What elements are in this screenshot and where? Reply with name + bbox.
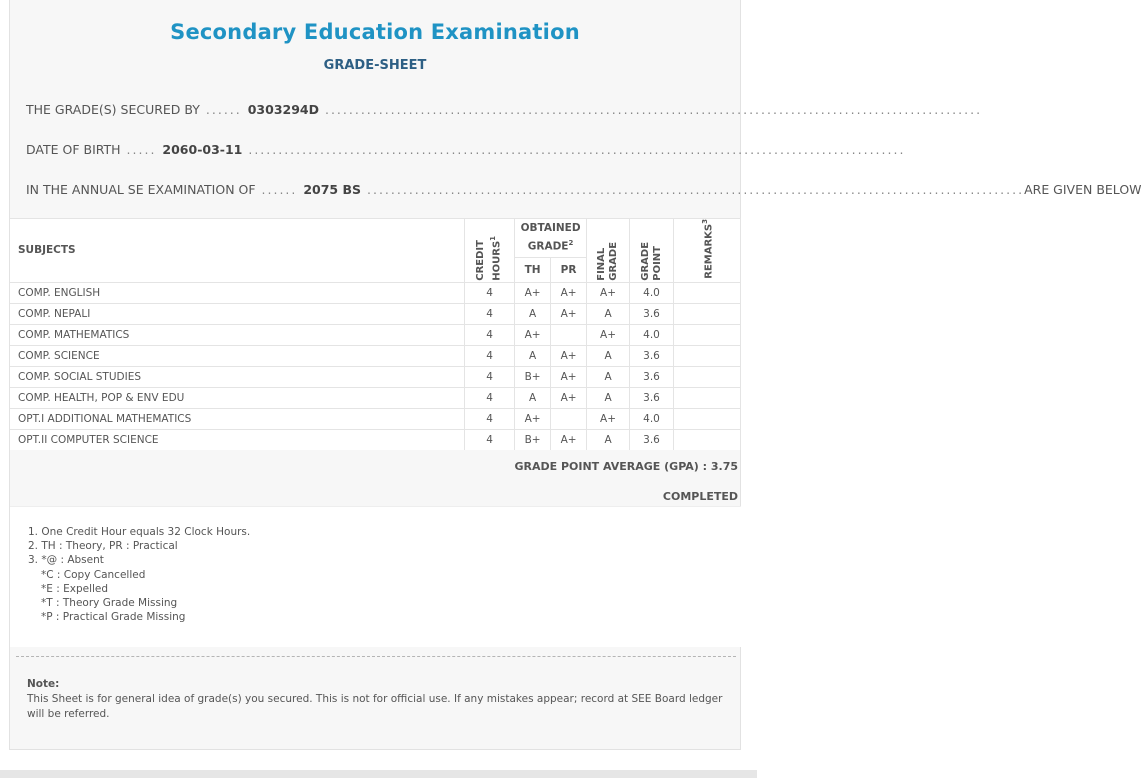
secured-by-label: THE GRADE(S) SECURED BY [26, 102, 200, 117]
obtained-grade-header: OBTAINED GRADE$^2$ [515, 219, 587, 258]
remarks-header: REMARKS$^3$ [673, 219, 740, 283]
dot-leader: .............................................................................................................. [361, 182, 1025, 197]
footnote-subitem: *T : Theory Grade Missing [41, 597, 178, 610]
footnote-subitem: *P : Practical Grade Missing [41, 611, 186, 624]
footnote-subitem: *E : Expelled [41, 582, 109, 595]
dot-leader: ..... [120, 142, 163, 157]
table-row [10, 324, 741, 345]
grade-point-cell: 4.0 [630, 282, 674, 303]
credit-cell: 4 [465, 387, 515, 408]
footnote-subitem: *C : Copy Cancelled [41, 568, 146, 581]
subject-cell: COMP. ENGLISH [10, 282, 465, 303]
final-grade-cell: A [587, 429, 630, 450]
pr-header: PR [551, 258, 587, 282]
remarks-cell [673, 366, 740, 387]
exam-label: IN THE ANNUAL SE EXAMINATION OF [26, 182, 256, 197]
note-text: This Sheet is for general idea of grade(s) you secured. This is not for official use. If any mistakes appear; record at SEE Board ledger will be referred. [27, 693, 723, 720]
page-title: Secondary Education Examination [170, 20, 580, 44]
pr-grade-cell [551, 408, 587, 429]
final-grade-cell: A [587, 303, 630, 324]
table-row [10, 366, 741, 387]
remarks-cell [673, 345, 740, 366]
footnotes-panel [10, 506, 741, 647]
pr-grade-cell: A+ [551, 366, 587, 387]
final-grade-header: FINAL GRADE [587, 219, 630, 283]
note-label: Note: [27, 678, 60, 690]
credit-cell: 4 [465, 366, 515, 387]
remarks-cell [673, 303, 740, 324]
footnote-item: 2. TH : Theory, PR : Practical [28, 540, 178, 553]
grade-point-cell: 3.6 [630, 429, 674, 450]
grade-sheet [9, 0, 1142, 750]
remarks-cell [673, 429, 740, 450]
remarks-cell [673, 324, 740, 345]
secured-by-line [26, 102, 983, 120]
table-row [10, 345, 741, 366]
table-row [10, 408, 741, 429]
credit-cell: 4 [465, 282, 515, 303]
dob-label: DATE OF BIRTH [26, 142, 121, 157]
th-grade-cell: A+ [515, 324, 551, 345]
th-grade-cell: B+ [515, 429, 551, 450]
grade-point-cell: 3.6 [630, 387, 674, 408]
subject-cell: COMP. SOCIAL STUDIES [10, 366, 465, 387]
pr-grade-cell: A+ [551, 282, 587, 303]
table-row [10, 387, 741, 408]
subject-cell: OPT.II COMPUTER SCIENCE [10, 429, 465, 450]
final-grade-cell: A+ [587, 408, 630, 429]
exam-value: 2075 BS [303, 182, 362, 197]
pr-grade-cell: A+ [551, 303, 587, 324]
grade-point-cell: 4.0 [630, 324, 674, 345]
subject-cell: COMP. SCIENCE [10, 345, 465, 366]
footnote-item: 1. One Credit Hour equals 32 Clock Hours. [28, 526, 251, 538]
grades-table [10, 218, 741, 450]
remarks-cell [673, 282, 740, 303]
final-grade-cell: A [587, 387, 630, 408]
credit-cell: 4 [465, 345, 515, 366]
gpa-summary: GRADE POINT AVERAGE (GPA) : 3.75 [514, 460, 738, 473]
table-row [10, 282, 741, 303]
table-row [10, 303, 741, 324]
dob-line [26, 142, 906, 160]
grade-point-cell: 3.6 [630, 366, 674, 387]
footnote-item: 3. *@ : Absent [28, 554, 104, 567]
bottom-scroll-bar [0, 770, 757, 778]
status-completed: COMPLETED [662, 490, 738, 503]
th-grade-cell: A [515, 387, 551, 408]
dot-leader: .............................................................................................................. [319, 102, 983, 117]
subject-cell: OPT.I ADDITIONAL MATHEMATICS [10, 408, 465, 429]
pr-grade-cell [551, 324, 587, 345]
credit-cell: 4 [465, 324, 515, 345]
final-grade-cell: A [587, 345, 630, 366]
th-grade-cell: A [515, 345, 551, 366]
final-grade-cell: A+ [587, 282, 630, 303]
subject-cell: COMP. HEALTH, POP & ENV EDU [10, 387, 465, 408]
remarks-cell [673, 408, 740, 429]
dot-leader: ...... [199, 102, 248, 117]
dot-leader: .............................................................................................................. [242, 142, 906, 157]
final-grade-cell: A+ [587, 324, 630, 345]
subject-cell: COMP. MATHEMATICS [10, 324, 465, 345]
grade-point-cell: 3.6 [630, 303, 674, 324]
th-grade-cell: B+ [515, 366, 551, 387]
th-grade-cell: A+ [515, 282, 551, 303]
grade-point-cell: 4.0 [630, 408, 674, 429]
th-grade-cell: A [515, 303, 551, 324]
credit-cell: 4 [465, 408, 515, 429]
dob-value: 2060-03-11 [162, 142, 243, 157]
dashed-divider [16, 656, 736, 657]
exam-suffix: ARE GIVEN BELOW [1024, 182, 1142, 197]
grade-point-cell: 3.6 [630, 345, 674, 366]
exam-line [26, 182, 1142, 200]
pr-grade-cell: A+ [551, 429, 587, 450]
credit-cell: 4 [465, 303, 515, 324]
pr-grade-cell: A+ [551, 345, 587, 366]
table-row [10, 429, 741, 450]
subject-cell: COMP. NEPALI [10, 303, 465, 324]
grade-point-header: GRADE POINT [630, 219, 674, 283]
credit-cell: 4 [465, 429, 515, 450]
footnotes [28, 525, 250, 624]
dot-leader: ...... [255, 182, 304, 197]
page-subtitle: GRADE-SHEET [323, 58, 427, 73]
credit-hours-header: CREDIT HOURS$^1$ [465, 219, 515, 283]
remarks-cell [673, 387, 740, 408]
th-header: TH [515, 258, 551, 282]
subjects-header: SUBJECTS [10, 219, 465, 283]
final-grade-cell: A [587, 366, 630, 387]
th-grade-cell: A+ [515, 408, 551, 429]
pr-grade-cell: A+ [551, 387, 587, 408]
secured-by-value: 0303294D [247, 102, 319, 117]
